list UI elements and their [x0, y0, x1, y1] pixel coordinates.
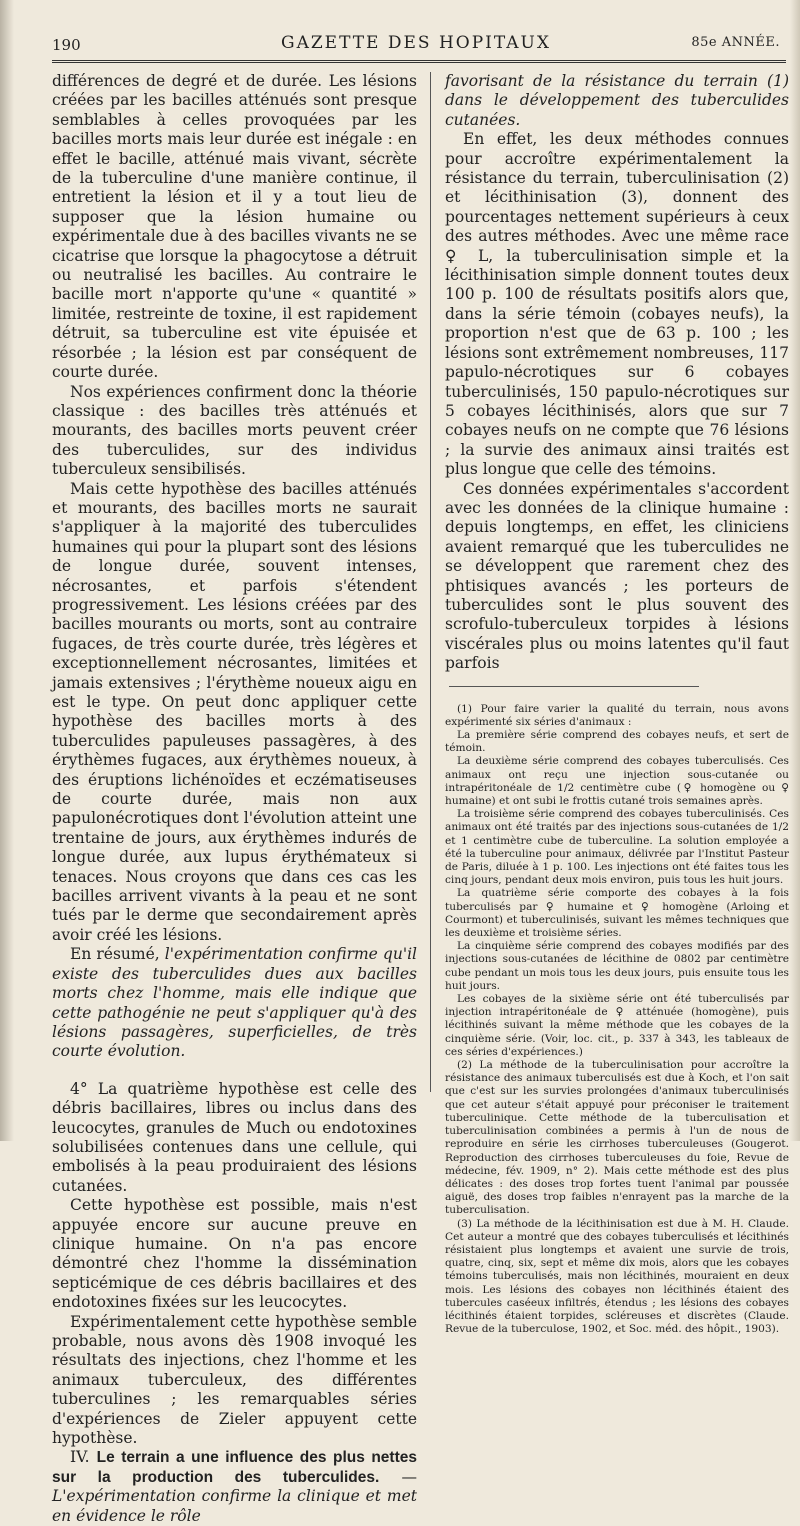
footnotes — [445, 703, 789, 1337]
page-shadow-left — [0, 0, 14, 1141]
italic-continuation: favorisant de la résistance du terrain (1) dans le développement des tuberculides cutanées. — [445, 72, 789, 129]
page-shadow-right — [790, 0, 800, 1141]
footnote-line: La deuxième série comprend des cobayes tuberculisés. Ces animaux ont reçu une injection sous-cutanée ou intrapéritonéale de 1/2 centimètre cube (♀ homogène ou ♀ humaine) et ont subi le frottis cutané trois semaines après. — [445, 755, 789, 808]
paragraph: différences de degré et de durée. Les lésions créées par les bacilles atténués sont presque semblables à celles provoquées par les bacilles morts mais leur durée est inégale : en effet le bacille, atténué mais vivant, sécrète de la tuberculine d'une manière continue, il entretient la lésion et il y a tout lieu de supposer que la lésion humaine ou expérimentale due à des bacilles vivants ne se cicatrise que lorsque la phagocytose a détruit ou neutralisé les bacilles. Au contraire le bacille mort n'apporte qu'une « quantité » limitée, restreinte de toxine, il est rapidement détruit, sa tuberculine est vite épuisée et résorbée ; la lésion est par conséquent de courte durée. — [52, 72, 417, 382]
summary-italic: l'expérimentation confirme qu'il existe des tuberculides dues aux bacilles morts chez l'homme, mais elle indique que cette pathogénie ne peut s'appliquer qu'à des lésions passagères, superficielles, de très courte évolution. — [52, 945, 417, 1061]
paragraph: Nos expériences confirment donc la théorie classique : des bacilles très atténués et mourants, des bacilles morts peuvent créer des tuberculides, sur des individus tuberculeux sensibilisés. — [52, 382, 417, 479]
paragraph: Mais cette hypothèse des bacilles atténués et mourants, des bacilles morts ne saurait s'appliquer à la majorité des tuberculides humaines qui pour la plupart sont des lésions de longue durée, souvent intenses, nécrosantes, et parfois s'étendent progressivement. Les lésions créées par des bacilles mourants ou morts, sont au contraire fugaces, de très courte durée, très légères et exceptionnellement nécrosantes, limitées et jamais extensives ; l'érythème noueux aigu en est le type. On peut donc appliquer cette hypothèse des bacilles morts à des tuberculides papuleuses passagères, à des érythèmes fugaces, aux érythèmes noueux, à des éruptions lichénoïdes et eczématiseuses de courte durée, mais non aux papulonécrotiques dont l'évolution atteint une trentaine de jours, aux érythèmes indurés de longue durée, aux lupus érythémateux si tenaces. Nous croyons que dans ces cas les bacilles arrivent vivants à la peau et ne sont tués par le derme que secondairement après avoir créé les lésions. — [52, 479, 417, 944]
paragraph: Expérimentalement cette hypothèse semble probable, nous avons dès 1908 invoqué les résultats des injections, chez l'homme et les animaux tuberculeux, des différentes tuberculines ; les remarquables séries d'expériences de Zieler appuyent cette hypothèse. — [52, 1312, 417, 1448]
paragraph: En effet, les deux méthodes connues pour accroître expérimentalement la résistance du terrain, tuberculinisation (2) et lécithinisation (3), donnent des pourcentages nettement supérieurs à ceux des autres méthodes. Avec une même race ♀ L, la tuberculinisation simple et la lécithinisation simple donnent toutes deux 100 p. 100 de résultats positifs alors que, dans la série témoin (cobayes neufs), la proportion n'est que de 63 p. 100 ; les lésions sont extrêmement nombreuses, 117 papulo-nécrotiques sur 6 cobayes tuberculinisés, 150 papulo-nécrotiques sur 5 cobayes lécithinisés, alors que sur 7 cobayes neufs on ne compte que 76 lésions ; la survie des animaux ainsi traités est plus longue que celle des témoins. — [445, 130, 789, 479]
page-number: 190 — [52, 36, 81, 54]
column-divider — [430, 72, 431, 1092]
right-column — [445, 72, 789, 1336]
summary-paragraph — [52, 945, 417, 1061]
footnote-line: La troisième série comprend des cobayes tuberculinisés. Ces animaux ont été traités par des injections sous-cutanées de 1/2 et 1 centimètre cube de tuberculine. La solution employée a été la tuberculine pour animaux, délivrée par l'Institut Pasteur de Paris, diluée à 1 p. 100. Les injections ont été faites tous les cinq jours, pendant deux mois environ, puis tous les huit jours. — [445, 808, 789, 887]
footnote: (2) La méthode de la tuberculinisation pour accroître la résistance des animaux tuberculisés est due à Koch, et l'on sait que c'est sur les survies prolongées d'animaux tuberculinisés que cet auteur s'était appuyé pour préconiser le traitement tuberculinique. Cette méthode de la tuberculisation et tuberculinisation combinées a permis à l'un de nous de reproduire en série les cirrhoses tuberculeuses (Gougerot. Reproduction des cirrhoses tuberculeuses du foie, Revue de médecine, fév. 1909, n° 2). Mais cette méthode est des plus délicates : des doses trop fortes tuent l'animal par poussée aiguë, des doses trop faibles n'enrayent pas la marche de la tuberculisation. — [445, 1059, 789, 1217]
section-heading-text: Le terrain a une influence des plus nettes sur la production des tuberculides. — [52, 1449, 417, 1486]
section-heading — [52, 1448, 417, 1526]
section-italic: L'expérimentation confirme la clinique et met en évidence le rôle — [52, 1487, 417, 1525]
paragraph: Cette hypothèse est possible, mais n'est appuyée encore sur aucune preuve en clinique humaine. On n'a pas encore démontré chez l'homme la dissémination septicémique de ces débris bacillaires et des endotoxines fixées sur les leucocytes. — [52, 1196, 417, 1312]
footnote-rule — [449, 686, 699, 687]
left-column — [52, 72, 417, 1526]
section-dash: — — [379, 1467, 417, 1486]
paragraph: Ces données expérimentales s'accordent avec les données de la clinique humaine : depuis longtemps, en effet, les cliniciens avaient remarqué que les tuberculides ne se développent que rarement chez des phtisiques avancés ; les porteurs de tuberculides sont le plus souvent des scrofulo-tuberculeux torpides à lésions viscérales plus ou moins latentes qu'il faut parfois — [445, 479, 789, 673]
footnote-line: Les cobayes de la sixième série ont été tuberculisés par injection intrapéritonéale de ♀ atténuée (homogène), puis lécithinés suivant la même méthode que les cobayes de la cinquième série. (Voir, loc. cit., p. 337 à 343, les tableaux de ces séries d'expériences.) — [445, 993, 789, 1058]
page-header — [52, 26, 780, 56]
volume-year: 85e ANNÉE. — [691, 35, 780, 50]
section-number: IV. — [70, 1448, 97, 1467]
header-rule — [52, 60, 786, 63]
footnote-line: La quatrième série comporte des cobayes à la fois tuberculisés par ♀ humaine et ♀ homogène (Arloing et Courmont) et tuberculinisés, suivant les mêmes techniques que les deuxième et troisième séries. — [445, 887, 789, 940]
paragraph: 4° La quatrième hypothèse est celle des débris bacillaires, libres ou inclus dans des leucocytes, granules de Much ou endotoxines solubilisées contenues dans une cellule, qui embolisés à la peau produiraient des lésions cutanées. — [52, 1079, 417, 1195]
journal-title: GAZETTE DES HOPITAUX — [280, 33, 551, 53]
summary-lead: En résumé, — [70, 945, 165, 964]
footnote: (3) La méthode de la lécithinisation est due à M. H. Claude. Cet auteur a montré que des cobayes tuberculisés et lécithinés résistaient plus longtemps et avaient une survie de trois, quatre, cinq, six, sept et même dix mois, alors que les cobayes témoins tuberculisés, mais non lécithinés, mouraient en deux mois. Les lésions des cobayes non lécithinés étaient des tubercules caséeux infiltrés, étendus ; les lésions des cobayes lécithinés étaient torpides, scléreuses et discrètes (Claude. Revue de la tuberculose, 1902, et Soc. méd. des hôpit., 1903). — [445, 1217, 789, 1336]
paragraph — [445, 72, 789, 130]
footnote-line: La première série comprend des cobayes neufs, et sert de témoin. — [445, 729, 789, 755]
footnote-line: La cinquième série comprend des cobayes modifiés par des injections sous-cutanées de lécithine de 0802 par centimètre cube pendant un mois tous les deux jours, puis ensuite tous les huit jours. — [445, 940, 789, 992]
footnote: (1) Pour faire varier la qualité du terrain, nous avons expérimenté six séries d'animaux : — [445, 702, 789, 728]
